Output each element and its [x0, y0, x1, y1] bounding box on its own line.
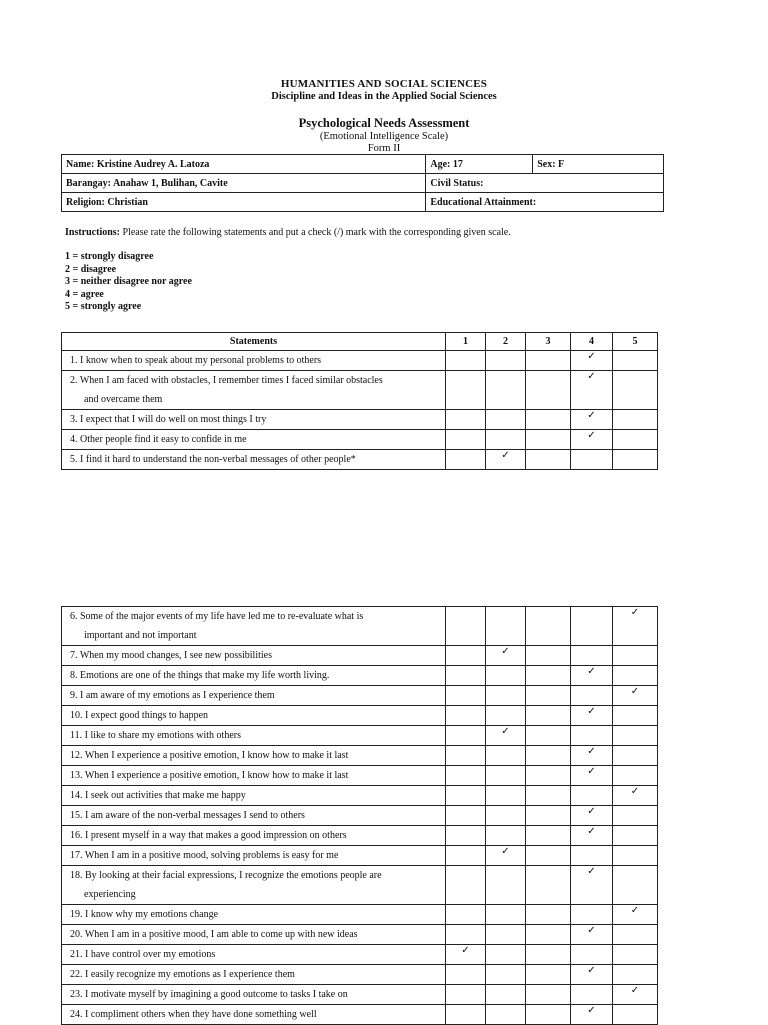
rating-cell-2[interactable]	[486, 430, 526, 450]
rating-cell-4[interactable]	[571, 371, 613, 410]
statement-line: 21. I have control over my emotions	[70, 949, 216, 960]
rating-cell-1[interactable]	[446, 786, 486, 806]
department-heading: HUMANITIES AND SOCIAL SCIENCES	[280, 78, 488, 90]
statement-text	[62, 965, 446, 985]
header-scale-2: 2	[486, 333, 526, 351]
rating-cell-3[interactable]	[526, 607, 571, 646]
rating-cell-2[interactable]	[486, 945, 526, 965]
rating-cell-4[interactable]	[571, 846, 613, 866]
rating-cell-3[interactable]	[526, 905, 571, 925]
statement-line: 13. When I experience a positive emotion, I know how to make it last	[70, 770, 349, 781]
rating-cell-2[interactable]	[486, 646, 526, 666]
statement-text	[62, 686, 446, 706]
table-row	[62, 1005, 658, 1025]
check-icon: ✓	[630, 686, 640, 697]
rating-cell-3[interactable]	[526, 371, 571, 410]
statement-line: and overcame them	[84, 394, 163, 405]
rating-cell-1[interactable]	[446, 371, 486, 410]
rating-cell-5[interactable]	[613, 925, 658, 945]
table-row	[62, 410, 658, 430]
table-row	[62, 746, 658, 766]
statement-line: important and not important	[84, 630, 197, 641]
rating-cell-1[interactable]	[446, 686, 486, 706]
religion-field: Religion: Christian	[62, 193, 426, 212]
rating-cell-2[interactable]	[486, 410, 526, 430]
rating-cell-2[interactable]	[486, 985, 526, 1005]
rating-cell-5[interactable]	[613, 965, 658, 985]
rating-cell-2[interactable]	[486, 905, 526, 925]
statement-line: 15. I am aware of the non-verbal messages I send to others	[70, 810, 305, 821]
rating-cell-1[interactable]	[446, 746, 486, 766]
table-row	[62, 766, 658, 786]
header-scale-5: 5	[613, 333, 658, 351]
rating-cell-2[interactable]	[486, 666, 526, 686]
table-row	[62, 686, 658, 706]
rating-scale-legend	[65, 251, 192, 314]
statement-line: 5. I find it hard to understand the non-verbal messages of other people*	[70, 454, 356, 465]
rating-cell-1[interactable]	[446, 945, 486, 965]
instructions-label: Instructions:	[65, 227, 121, 238]
rating-cell-1[interactable]	[446, 846, 486, 866]
statement-line: 24. I compliment others when they have done something well	[70, 1009, 317, 1020]
statement-line: 9. I am aware of my emotions as I experience them	[70, 690, 275, 701]
statement-line: 16. I present myself in a way that makes a good impression on others	[70, 830, 347, 841]
rating-cell-4[interactable]	[571, 726, 613, 746]
check-icon: ✓	[587, 430, 596, 441]
rating-cell-2[interactable]	[486, 786, 526, 806]
statement-line: 17. When I am in a positive mood, solving problems is easy for me	[70, 850, 339, 861]
rating-cell-1[interactable]	[446, 351, 486, 371]
table-row	[62, 925, 658, 945]
statement-line: 14. I seek out activities that make me happy	[70, 790, 246, 801]
rating-cell-2[interactable]	[486, 371, 526, 410]
rating-cell-5[interactable]	[613, 945, 658, 965]
statement-text	[62, 846, 446, 866]
check-icon: ✓	[630, 786, 640, 797]
rating-cell-2[interactable]	[486, 1005, 526, 1025]
check-icon: ✓	[501, 450, 510, 461]
statement-line: 12. When I experience a positive emotion, I know how to make it last	[70, 750, 349, 761]
statement-text	[62, 666, 446, 686]
rating-cell-4[interactable]	[571, 1005, 613, 1025]
rating-cell-5[interactable]	[613, 706, 658, 726]
check-icon: ✓	[587, 826, 596, 837]
check-icon: ✓	[587, 766, 596, 777]
form-label: Form II	[367, 143, 401, 154]
rating-cell-1[interactable]	[446, 430, 486, 450]
rating-cell-4[interactable]	[571, 826, 613, 846]
rating-cell-4[interactable]	[571, 686, 613, 706]
rating-cell-1[interactable]	[446, 766, 486, 786]
subject-heading: Discipline and Ideas in the Applied Social Sciences	[271, 91, 497, 102]
statement-line: experiencing	[84, 889, 136, 900]
statements-table-part2	[61, 606, 658, 1025]
rating-cell-4[interactable]	[571, 666, 613, 686]
rating-cell-1[interactable]	[446, 806, 486, 826]
rating-cell-2[interactable]	[486, 826, 526, 846]
statement-line: 11. I like to share my emotions with others	[70, 730, 241, 741]
rating-cell-1[interactable]	[446, 965, 486, 985]
check-icon: ✓	[587, 925, 596, 936]
rating-cell-2[interactable]	[486, 686, 526, 706]
scale-item: 4 = agree	[65, 288, 104, 300]
rating-cell-3[interactable]	[526, 746, 571, 766]
rating-cell-5[interactable]	[613, 410, 658, 430]
statement-line: 1. I know when to speak about my personal problems to others	[70, 355, 322, 366]
rating-cell-5[interactable]	[613, 985, 658, 1005]
table-header-row	[62, 333, 658, 351]
table-row	[62, 985, 658, 1005]
rating-cell-4[interactable]	[571, 706, 613, 726]
statement-line: 6. Some of the major events of my life have led me to re-evaluate what is	[70, 611, 364, 622]
rating-cell-3[interactable]	[526, 866, 571, 905]
rating-cell-2[interactable]	[486, 806, 526, 826]
statement-line: 20. When I am in a positive mood, I am able to come up with new ideas	[70, 929, 358, 940]
table-row	[62, 726, 658, 746]
table-row	[62, 430, 658, 450]
rating-cell-4[interactable]	[571, 925, 613, 945]
name-field: Name: Kristine Audrey A. Latoza	[62, 155, 426, 174]
header-scale-1: 1	[446, 333, 486, 351]
rating-cell-2[interactable]	[486, 866, 526, 905]
scale-item: 3 = neither disagree nor agree	[65, 276, 192, 287]
check-icon: ✓	[501, 646, 510, 657]
check-icon: ✓	[587, 351, 596, 362]
rating-cell-2[interactable]	[486, 607, 526, 646]
table-row	[62, 945, 658, 965]
statement-line: 8. Emotions are one of the things that make my life worth living.	[70, 670, 330, 681]
check-icon: ✓	[630, 905, 640, 916]
rating-cell-4[interactable]	[571, 646, 613, 666]
check-icon: ✓	[587, 1005, 596, 1016]
statement-text	[62, 746, 446, 766]
statement-text	[62, 985, 446, 1005]
rating-cell-2[interactable]	[486, 925, 526, 945]
table-row	[62, 666, 658, 686]
rating-cell-3[interactable]	[526, 786, 571, 806]
statement-text	[62, 706, 446, 726]
rating-cell-5[interactable]	[613, 646, 658, 666]
statement-text	[62, 607, 446, 646]
rating-cell-3[interactable]	[526, 666, 571, 686]
table-row	[62, 351, 658, 371]
rating-cell-5[interactable]	[613, 450, 658, 470]
rating-cell-4[interactable]	[571, 905, 613, 925]
statement-text	[62, 866, 446, 905]
rating-cell-3[interactable]	[526, 945, 571, 965]
rating-cell-3[interactable]	[526, 965, 571, 985]
check-icon: ✓	[587, 806, 596, 817]
rating-cell-3[interactable]	[526, 430, 571, 450]
rating-cell-1[interactable]	[446, 1005, 486, 1025]
rating-cell-3[interactable]	[526, 766, 571, 786]
rating-cell-1[interactable]	[446, 925, 486, 945]
check-icon: ✓	[587, 706, 596, 717]
rating-cell-5[interactable]	[613, 746, 658, 766]
check-icon: ✓	[630, 985, 640, 996]
table-row	[62, 866, 658, 905]
check-icon: ✓	[587, 666, 596, 677]
rating-cell-4[interactable]	[571, 866, 613, 905]
rating-cell-3[interactable]	[526, 410, 571, 430]
rating-cell-2[interactable]	[486, 965, 526, 985]
rating-cell-1[interactable]	[446, 826, 486, 846]
check-icon: ✓	[501, 726, 510, 737]
rating-cell-1[interactable]	[446, 905, 486, 925]
instructions	[65, 227, 511, 238]
statement-text	[62, 806, 446, 826]
rating-cell-4[interactable]	[571, 430, 613, 450]
rating-cell-3[interactable]	[526, 351, 571, 371]
rating-cell-5[interactable]	[613, 430, 658, 450]
rating-cell-5[interactable]	[613, 1005, 658, 1025]
rating-cell-4[interactable]	[571, 965, 613, 985]
rating-cell-5[interactable]	[613, 766, 658, 786]
statement-text	[62, 450, 446, 470]
rating-cell-5[interactable]	[613, 826, 658, 846]
check-icon: ✓	[461, 945, 470, 956]
rating-cell-5[interactable]	[613, 846, 658, 866]
scale-item: 1 = strongly disagree	[65, 251, 154, 262]
statement-text	[62, 905, 446, 925]
rating-cell-3[interactable]	[526, 450, 571, 470]
rating-cell-1[interactable]	[446, 450, 486, 470]
sex-field: Sex: F	[533, 155, 664, 174]
statement-line: 3. I expect that I will do well on most things I try	[70, 414, 267, 425]
check-icon: ✓	[587, 965, 596, 976]
rating-cell-5[interactable]	[613, 351, 658, 371]
table-row	[62, 646, 658, 666]
table-row	[62, 450, 658, 470]
table-row	[62, 806, 658, 826]
page-subtitle: (Emotional Intelligence Scale)	[319, 131, 449, 142]
rating-cell-4[interactable]	[571, 351, 613, 371]
rating-cell-1[interactable]	[446, 866, 486, 905]
rating-cell-5[interactable]	[613, 666, 658, 686]
respondent-info-table	[61, 154, 664, 212]
rating-cell-1[interactable]	[446, 726, 486, 746]
table-row	[62, 786, 658, 806]
page-title: Psychological Needs Assessment	[298, 116, 470, 130]
rating-cell-4[interactable]	[571, 607, 613, 646]
rating-cell-3[interactable]	[526, 806, 571, 826]
rating-cell-5[interactable]	[613, 806, 658, 826]
statement-line: 4. Other people find it easy to confide in me	[70, 434, 247, 445]
rating-cell-2[interactable]	[486, 726, 526, 746]
rating-cell-5[interactable]	[613, 726, 658, 746]
check-icon: ✓	[630, 607, 640, 618]
rating-cell-2[interactable]	[486, 351, 526, 371]
check-icon: ✓	[587, 866, 596, 877]
rating-cell-3[interactable]	[526, 686, 571, 706]
table-row	[62, 826, 658, 846]
rating-cell-3[interactable]	[526, 1005, 571, 1025]
check-icon: ✓	[587, 746, 596, 757]
barangay-field: Barangay: Anahaw 1, Bulihan, Cavite	[62, 174, 426, 193]
rating-cell-2[interactable]	[486, 766, 526, 786]
table-row	[62, 905, 658, 925]
table-row	[62, 371, 658, 410]
table-row	[62, 846, 658, 866]
rating-cell-2[interactable]	[486, 846, 526, 866]
table-row	[62, 607, 658, 646]
rating-cell-4[interactable]	[571, 410, 613, 430]
instructions-text: Please rate the following statements and put a check (/) mark with the corresponding given scale.	[120, 227, 511, 238]
rating-cell-1[interactable]	[446, 646, 486, 666]
statement-text	[62, 371, 446, 410]
rating-cell-5[interactable]	[613, 371, 658, 410]
table-row	[62, 965, 658, 985]
statement-text	[62, 766, 446, 786]
rating-cell-3[interactable]	[526, 726, 571, 746]
statement-line: 18. By looking at their facial expressions, I recognize the emotions people are	[70, 870, 382, 881]
statement-text	[62, 945, 446, 965]
rating-cell-4[interactable]	[571, 806, 613, 826]
check-icon: ✓	[501, 846, 510, 857]
civil-status-field: Civil Status:	[426, 174, 664, 193]
rating-cell-2[interactable]	[486, 746, 526, 766]
check-icon: ✓	[587, 410, 596, 421]
statement-line: 23. I motivate myself by imagining a good outcome to tasks I take on	[70, 989, 348, 1000]
rating-cell-4[interactable]	[571, 786, 613, 806]
statement-line: 7. When my mood changes, I see new possibilities	[70, 650, 273, 661]
statement-text	[62, 826, 446, 846]
statement-line: 10. I expect good things to happen	[70, 710, 209, 721]
rating-cell-1[interactable]	[446, 410, 486, 430]
check-icon: ✓	[587, 371, 596, 382]
statement-line: 22. I easily recognize my emotions as I experience them	[70, 969, 295, 980]
rating-cell-1[interactable]	[446, 985, 486, 1005]
header-scale-4: 4	[571, 333, 613, 351]
header-statements: Statements	[62, 333, 446, 351]
statement-text	[62, 786, 446, 806]
rating-cell-2[interactable]	[486, 706, 526, 726]
header-scale-3: 3	[526, 333, 571, 351]
rating-cell-4[interactable]	[571, 985, 613, 1005]
statement-text	[62, 351, 446, 371]
table-row	[62, 706, 658, 726]
rating-cell-4[interactable]	[571, 450, 613, 470]
rating-cell-4[interactable]	[571, 746, 613, 766]
rating-cell-5[interactable]	[613, 866, 658, 905]
rating-cell-3[interactable]	[526, 925, 571, 945]
rating-cell-4[interactable]	[571, 945, 613, 965]
scale-item: 2 = disagree	[65, 263, 117, 275]
education-field: Educational Attainment:	[426, 193, 664, 212]
rating-cell-5[interactable]	[613, 786, 658, 806]
rating-cell-5[interactable]	[613, 905, 658, 925]
rating-cell-3[interactable]	[526, 826, 571, 846]
rating-cell-3[interactable]	[526, 706, 571, 726]
statement-text	[62, 410, 446, 430]
rating-cell-1[interactable]	[446, 607, 486, 646]
statement-text	[62, 1005, 446, 1025]
statements-table-part1	[61, 332, 658, 470]
statement-text	[62, 726, 446, 746]
rating-cell-5[interactable]	[613, 686, 658, 706]
rating-cell-3[interactable]	[526, 846, 571, 866]
statement-line: 19. I know why my emotions change	[70, 909, 219, 920]
rating-cell-2[interactable]	[486, 450, 526, 470]
rating-cell-4[interactable]	[571, 766, 613, 786]
rating-cell-3[interactable]	[526, 646, 571, 666]
statement-text	[62, 430, 446, 450]
rating-cell-5[interactable]	[613, 607, 658, 646]
statement-text	[62, 646, 446, 666]
scale-item: 5 = strongly agree	[65, 301, 142, 312]
rating-cell-1[interactable]	[446, 706, 486, 726]
rating-cell-1[interactable]	[446, 666, 486, 686]
rating-cell-3[interactable]	[526, 985, 571, 1005]
statement-text	[62, 925, 446, 945]
statement-line: 2. When I am faced with obstacles, I remember times I faced similar obstacles	[70, 375, 383, 386]
age-field: Age: 17	[426, 155, 533, 174]
